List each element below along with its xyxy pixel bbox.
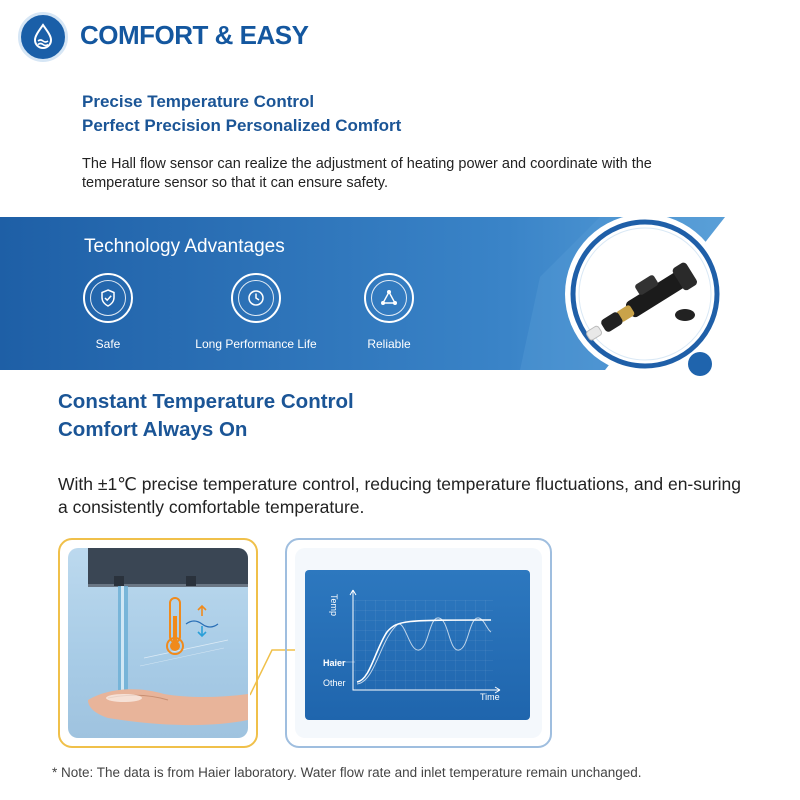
section1-subtitle: [82, 90, 401, 138]
advantage-label: Safe: [95, 337, 121, 351]
water-card-image: [68, 548, 248, 738]
advantage-label: Reliable: [367, 337, 411, 351]
water-drop-icon: [28, 22, 58, 52]
triangle-nodes-icon: [379, 288, 399, 308]
section1-subtitle-line2: Perfect Precision Personalized Comfort: [82, 116, 402, 135]
arrow-up-icon: [198, 606, 206, 616]
advantage-safe: [38, 273, 178, 351]
haier-label: Haier: [323, 658, 346, 668]
brand-logo: [18, 12, 68, 62]
hand-water-illustration: [68, 548, 248, 738]
page-title: COMFORT & EASY: [80, 20, 309, 50]
advantage-reliable: [319, 273, 459, 351]
arrow-down-icon: [198, 626, 206, 636]
advantage-long-life-inner: [238, 280, 274, 316]
advantage-long-life: [186, 273, 326, 351]
thermometer-icon: [167, 598, 183, 654]
advantage-reliable-ring: [364, 273, 414, 323]
advantage-safe-ring: [83, 273, 133, 323]
advantage-long-life-ring: [231, 273, 281, 323]
advantage-safe-inner: [90, 280, 126, 316]
banner-title: Technology Advantages: [84, 236, 285, 257]
advantage-label: Long Performance Life: [195, 337, 317, 351]
section2-subtitle-line2: Comfort Always On: [58, 418, 248, 441]
section2-subtitle-line1: Constant Temperature Control: [58, 390, 354, 413]
advantage-reliable-inner: [371, 280, 407, 316]
section2-description: With ±1℃ precise temperature control, reducing temperature fluctuations, and en-suring a consistently comfortable temperature.: [58, 474, 741, 517]
section1-subtitle-line1: Precise Temperature Control: [82, 92, 315, 111]
x-axis-label: Time: [480, 692, 500, 702]
footnote: * Note: The data is from Haier laboratory. Water flow rate and inlet temperature remain unchanged.: [52, 765, 642, 780]
shield-check-icon: [98, 288, 118, 308]
y-axis-label: Temp: [329, 594, 339, 617]
section2-subtitle: [58, 388, 354, 444]
other-label: Other: [323, 678, 346, 688]
section1-description: The Hall flow sensor can realize the adjustment of heating power and coordinate with the temperature sensor so that it can ensure safety.: [82, 156, 652, 191]
flow-sensor-image: [563, 212, 743, 382]
clock-icon: [246, 288, 266, 308]
temperature-graph: [305, 570, 530, 720]
